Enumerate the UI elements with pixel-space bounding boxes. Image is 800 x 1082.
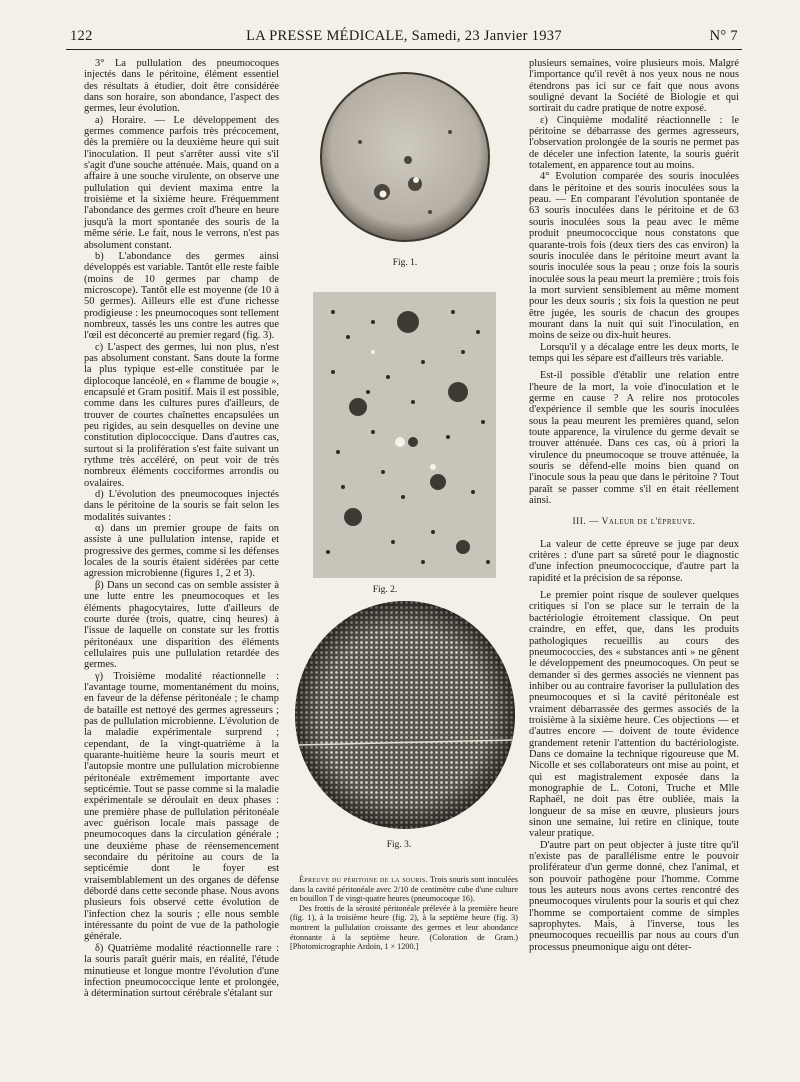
paragraph: β) Dans un second cas on semble assister à une lutte entre les pneumocoques et les éléments phagocytaires, lutte d'ailleurs de courte durée (trois, quatre, cinq heures) à l'issue de laquelle on constate sur les frottis péritonéaux une disparition des éléments cellulaires puis une pullulation retardée des germes. — [84, 579, 279, 671]
paragraph: Lorsqu'il y a décalage entre les deux morts, le temps qui les sépare est d'ailleurs très variable. — [529, 341, 739, 364]
issue-number: N° 7 — [709, 28, 738, 44]
left-column — [84, 58, 279, 1000]
figure-2-micrograph — [313, 292, 496, 578]
paragraph: Le premier point risque de soulever quelques critiques si l'on se place sur le terrain de la bactériologie étroitement classique. On peut craindre, en effet, que, dans les produits pathologiques recueillis au cours des pneumococcies, des « substances anti » ne gênent le développement des pneumocoques. On peut se demander si des germes associés ne viennent pas inhiber ou au contraire favoriser la pullulation des pneumocoques et si la cavité péritonéale est vraiment débarrassée des germes associés de la troisième à la sixième heure. Ces objections — et d'autres encore — doivent de toute évidence grandement retenir l'attention du bactériologiste. Dans ce domaine la technique rigoureuse que M. Nicolle et ses collaborateurs ont mise au point, et qui est magistralement exposée dans la monographie de L. Cotoni, Truche et Mlle Raphaël, ne doit pas être oubliée, mais la longueur de sa mise en œuvre, plusieurs jours sinon une semaine, lui retire en clinique, toute valeur pratique. — [529, 590, 739, 840]
paragraph: α) dans un premier groupe de faits on assiste à une pullulation intense, rapide et progressive des germes, comme si les défenses locales de la souris étaient sidérées par cette agression microbienne (figures 1, 2 et 3). — [84, 523, 279, 580]
section-heading: III. — Valeur de l'épreuve. — [572, 517, 696, 528]
figure-1-micrograph — [320, 72, 490, 242]
paragraph: plusieurs semaines, voire plusieurs mois. Malgré l'importance qu'il revêt à nos yeux nous ne nous étendrons pas ici sur ce fait que nous avons souligné devant la Société de Biologie et qui sortirait du cadre pratique de notre exposé. — [529, 58, 739, 115]
paragraph: c) L'aspect des germes, lui non plus, n'est pas absolument constant. Sans doute la forme la plus typique est-elle constituée par le diplocoque lancéolé, en « flamme de bougie », encapsulé et Gram positif. Mais il est possible, comme dans les cultures pures d'ailleurs, de trouver de courtes chaînettes encapsulées un peu rigides, au sein desquelles on devine une constitution diplococcique. Dans d'autres cas, surtout si la prolifération s'est faite suivant un rythme très accéléré, on peut voir de très nombreux éléments cocciformes arrondis ou ovalaires. — [84, 341, 279, 489]
paragraph: 3° La pullulation des pneumocoques injectés dans le péritoine, élément essentiel des résultats à étudier, doit être considérée dans son horaire, son abondance, l'aspect des germes, leur évolution. — [84, 58, 279, 115]
caption-title: Épreuve du péritoine de la souris. — [299, 875, 428, 884]
caption-text-2: Des frottis de la sérosité péritonéale prélevée à la première heure (fig. 1), à la troisième heure (fig. 2), à la septième heure (fig. 3) montrent la pullulation croissante des germes et leur abondance étonnante à la septième heure. (Coloration de Gram.) [Photomicrographie Ardoin, 1 × 1200.] — [290, 903, 518, 952]
figure-2-label: Fig. 2. — [372, 585, 398, 595]
page-number: 122 — [70, 28, 93, 44]
paragraph: δ) Quatrième modalité réactionnelle rare : la souris paraît guérir mais, en réalité, l'étude minutieuse et longue montre l'évolution d'une infection pneumococcique lente et prolongée, à détermination surtout cérébrale s'étalant sur — [84, 942, 279, 1000]
paragraph: Est-il possible d'établir une relation entre l'heure de la mort, la voie d'inoculation et le germe en cause ? A relire nos protocoles d'expérience il semble que les souris inoculées sous la peau meurent les premières quand, selon toute apparence, la virulence du germe devait se trouver atténuée. Dans ces cas, où à priori la virulence du pneumocoque se trouve atténuée, la souris se défend-elle moins bien quand on l'inocule sous la peau que dans le péritoine ? Tout paraît se passer comme s'il en était réellement ainsi. — [529, 370, 739, 507]
paragraph: γ) Troisième modalité réactionnelle : l'avantage tourne, momentanément du moins, en faveur de la défense péritonéale ; le champ de bataille est nettoyé des germes agresseurs ; pas de pullulation microbienne. L'évolution de la maladie expérimentale surprend ; cependant, de la vingt-quatrième à la quarante-huitième heure la souris meurt et l'autopsie montre une pullulation microbienne péritonéale extrêmement importante avec septicémie. Tout se passe comme si la maladie expérimentale se déroulait en deux phases : une première phase de pullulation péritonéale avec guérison locale mais passage de pneumocoques dans la circulation générale ; une deuxième phase de réensemencement secondaire du péritoine au cours de la septicémie dont le foyer est vraisemblablement un des organes de défense débordé dans cette seconde phase. Nous avons plusieurs fois observé cette évolution de l'infection chez la souris ; elle nous semble intéressante du point de vue de la pathologie générale. — [84, 670, 279, 943]
paragraph: La valeur de cette épreuve se juge par deux critères : d'une part sa sûreté pour le diagnostic d'une infection pneumococcique, d'autre part la rapidité et la précision de sa réponse. — [529, 538, 739, 584]
figure-caption — [290, 875, 518, 952]
paragraph: ε) Cinquième modalité réactionnelle : le péritoine se débarrasse des germes agresseurs, l'observation prolongée de la souris ne permet pas de déceler une infection latente, la souris guérit totalement, en apparence tout au moins. — [529, 114, 739, 172]
caption-text-1: Trois souris sont inoculées dans la cavité péritonéale avec 2/10 de centimètre cube d'une culture en bouillon T de vingt-quatre heures (pneumocoque 16). — [290, 875, 518, 904]
paragraph: b) L'abondance des germes ainsi développés est variable. Tantôt elle reste faible (moins de 10 germes par champ de microscope). Tantôt elle est moyenne (de 10 à 50 germes). Ailleurs elle est d'une richesse prodigieuse : les pneumocoques sont tellement nombreux, tassés les uns contre les autres que l'œil est déconcerté au premier regard (fig. 3). — [84, 250, 279, 342]
page-header — [70, 28, 738, 48]
figure-3-micrograph — [294, 600, 516, 830]
paragraph: d) L'évolution des pneumocoques injectés dans le péritoine de la souris se fait selon les modalités suivantes : — [84, 489, 279, 523]
journal-title: LA PRESSE MÉDICALE, Samedi, 23 Janvier 1937 — [246, 28, 562, 44]
paragraph: D'autre part on peut objecter à juste titre qu'il n'existe pas de parallélisme entre le pouvoir proliférateur d'un germe donné, chez l'animal, et son pouvoir pathogène pour l'homme. Comme tous les auteurs nous avons certes rencontré des pneumocoques virulents pour la souris et qui chez l'homme se comportaient comme de simples saprophytes. Mais, à l'inverse, tous les pneumocoques recueillis par nous au cours d'un processus pneumonique aigu ont déter- — [529, 839, 739, 953]
figure-3-label: Fig. 3. — [386, 840, 412, 850]
figure-1-label: Fig. 1. — [392, 258, 418, 268]
header-rule — [66, 49, 742, 50]
paragraph: 4° Evolution comparée des souris inoculées dans le péritoine et des souris inoculées sous la peau. — En comparant l'évolution spontanée de 63 souris inoculées dans le péritoine et de 63 souris inoculées sous la peau avec le même produit pneumococcique nous constatons que quarante-trois fois (deux tiers des cas environ) la souris inoculée dans le péritoine meurt avant la souris inoculée sous la peau ; onze fois la souris inoculée sous la peau meurt la première ; trois fois la mort survient sensiblement au même moment pour les deux souris ; six fois la question ne peut être jugée, les souris de chacun des groupes mourant dans la nuit qui suit l'inoculation, en moins de seize ou dix-huit heures. — [529, 171, 739, 342]
right-column — [529, 58, 739, 953]
paragraph: a) Horaire. — Le développement des germes commence parfois très précocement, dès la première ou la deuxième heure qui suit l'inoculation. Il peut s'arrêter aussi vite s'il s'agit d'une souche atténuée. Mais, quand on a affaire à une souche virulente, on observe une pullulation qui devient maxima entre la troisième et la sixième heure. Fréquemment l'abondance des germes croît d'heure en heure jusqu'à la mort spontanée des souris de la même série. Le fait, nous le verrons, n'est pas absolument constant. — [84, 114, 279, 251]
